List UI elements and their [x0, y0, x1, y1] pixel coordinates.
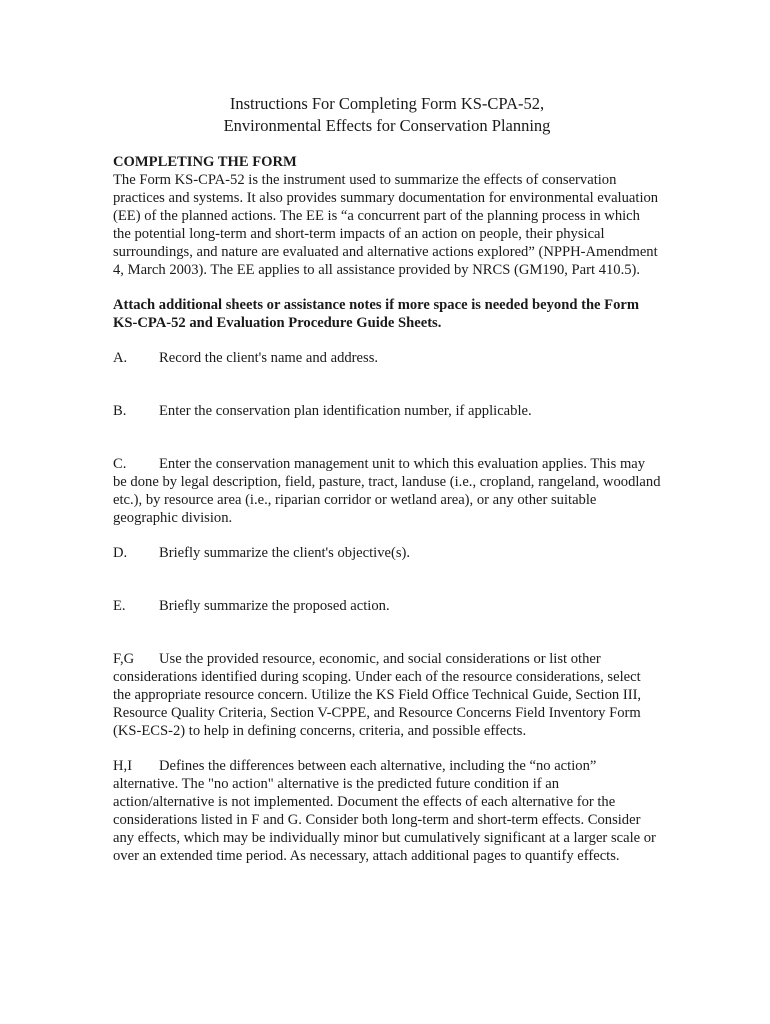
attachment-note: Attach additional sheets or assistance notes if more space is needed beyond the Form KS-CPA-52 and Evaluation Procedure Guide Sheets.: [113, 297, 640, 331]
instruction-item-a: [113, 349, 661, 367]
instruction-item-hi: [113, 757, 661, 865]
item-letter: B.: [113, 403, 127, 419]
item-text: Use the provided resource, economic, and social considerations or list other considerations identified during scoping. Under each of the resource considerations, select the appropriate resource concern. Utilize the KS Field Office Technical Guide, Section III, Resource Quality Criteria, Section V-CPPE, and Resource Concerns Field Inventory Form (KS-ECS-2) to help in defining concerns, criteria, and possible effects.: [113, 651, 642, 739]
section-heading: COMPLETING THE FORM: [113, 154, 297, 170]
item-text: Record the client's name and address.: [159, 350, 379, 366]
item-letter: A.: [113, 350, 128, 366]
item-text: Briefly summarize the client's objective(s).: [159, 545, 411, 561]
title-line-2: Environmental Effects for Conservation Planning: [223, 116, 551, 135]
item-text: Briefly summarize the proposed action.: [159, 598, 390, 614]
item-text: Enter the conservation management unit to which this evaluation applies. This may be done by legal description, field, pasture, tract, landuse (i.e., cropland, rangeland, woodland etc.), by resource area (i.e., riparian corridor or wetland area), or any other suitable geographic division.: [113, 456, 661, 526]
title-line-1: Instructions For Completing Form KS-CPA-52,: [229, 94, 545, 113]
instruction-item-d: [113, 544, 661, 562]
item-letter: F,G: [113, 651, 135, 667]
item-letter: C.: [113, 456, 127, 472]
document-page: [113, 93, 661, 865]
item-text: Enter the conservation plan identification number, if applicable.: [159, 403, 532, 419]
item-text: Defines the differences between each alternative, including the “no action” alternative. The "no action" alternative is the predicted future condition if an action/alternative is not implemented. Document the effects of each alternative for the considerations listed in F and G. Consider both long-term and short-term effects. Consider any effects, which may be individually minor but cumulatively significant at a larger scale or over an extended time period. As necessary, attach additional pages to quantify effects.: [113, 758, 656, 864]
instruction-item-b: [113, 402, 661, 420]
instruction-item-fg: [113, 650, 661, 740]
item-letter: E.: [113, 598, 126, 614]
item-letter: H,I: [113, 758, 133, 774]
item-letter: D.: [113, 545, 128, 561]
document-title: [113, 93, 661, 137]
intro-paragraph: The Form KS-CPA-52 is the instrument used to summarize the effects of conservation practices and systems. It also provides summary documentation for environmental evaluation (EE) of the planned actions. The EE is “a concurrent part of the planning process in which the potential long-term and short-term impacts of an action on people, their physical surroundings, and nature are evaluated and alternative actions explored” (NPPH-Amendment 4, March 2003). The EE applies to all assistance provided by NRCS (GM190, Part 410.5).: [113, 172, 659, 278]
instruction-item-e: [113, 597, 661, 615]
instruction-item-c: [113, 455, 661, 527]
